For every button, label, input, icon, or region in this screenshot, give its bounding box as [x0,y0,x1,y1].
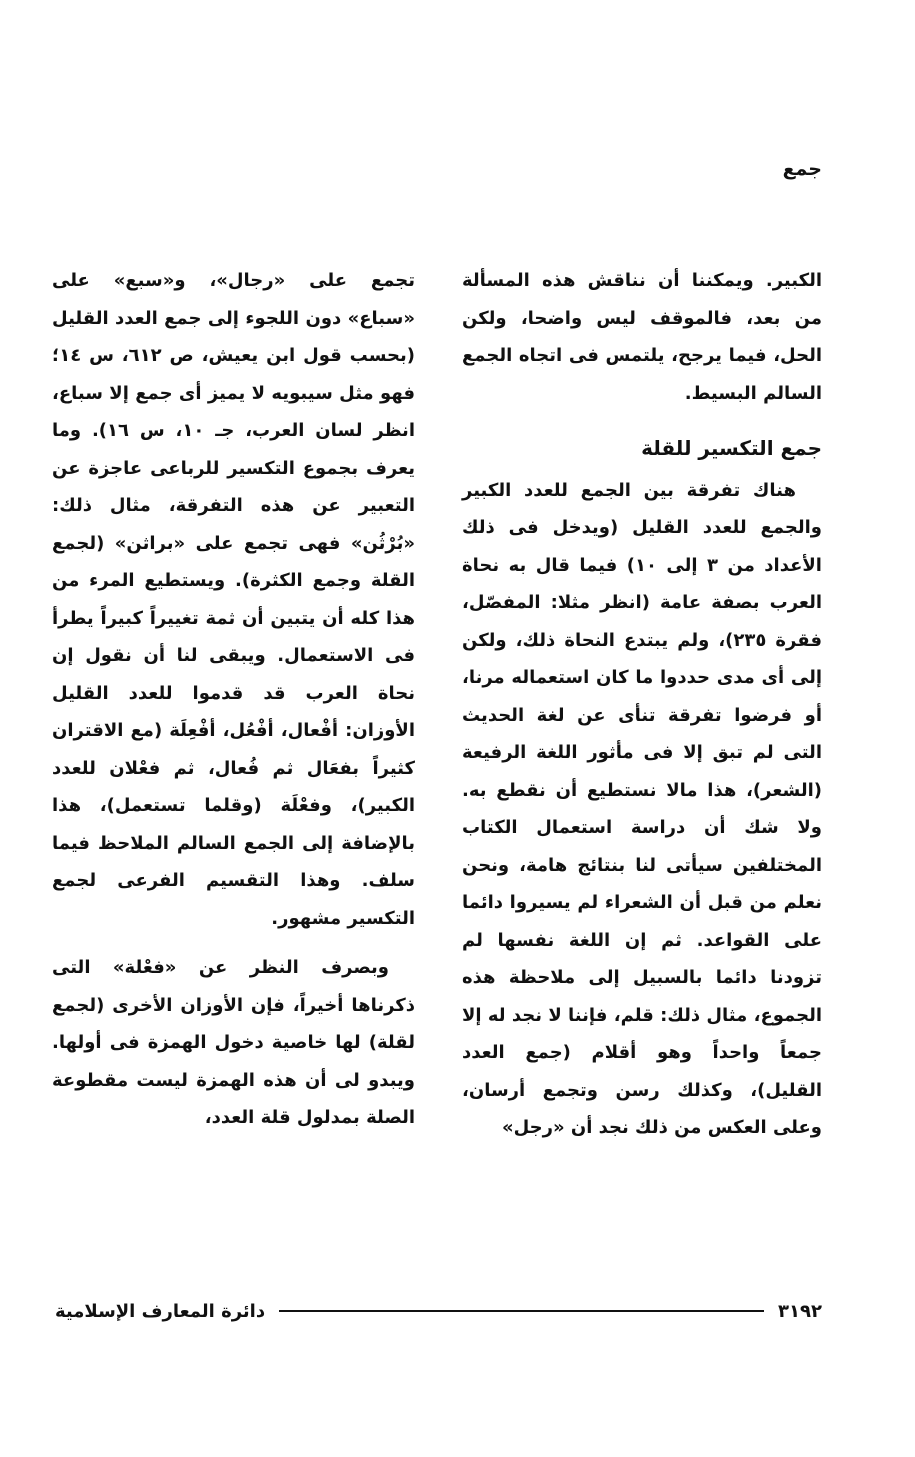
running-header: جمع [782,158,822,180]
paragraph: تجمع على «رجال»، و«سبع» على «سباع» دون اللجوء إلى جمع العدد القليل (بحسب قول ابن يعيش، ص ٦١٢، س ١٤؛ فهو مثل سيبويه لا يميز أى جمع إلا سباع، انظر لسان العرب، جـ ١٠، س ١٦). وما يعرف بجموع التكسير للرباعى عاجزة عن التعبير عن هذه التفرقة، مثال ذلك: «بُرْثُن» فهى تجمع على «براثن» (لجمع القلة وجمع الكثرة). ويستطيع المرء من هذا كله أن يتبين أن ثمة تغييراً كبيراً يطرأ فى الاستعمال. ويبقى لنا أن نقول إن نحاة العرب قد قدموا للعدد القليل الأوزان: أفْعال، أفْعُل، أفْعِلَة (مع الاقتران كثيراً بفعَال ثم فُعال، ثم فعْلان للعدد الكبير)، وفعْلَة (وقلما تستعمل)، هذا بالإضافة إلى الجمع السالم الملاحظ فيما سلف. وهذا التقسيم الفرعى لجمع التكسير مشهور. [52,270,415,929]
right-column [462,262,822,1147]
page-number: ٣١٩٢ [778,1300,822,1322]
left-column [52,262,415,1137]
paragraph: وبصرف النظر عن «فعْلة» التى ذكرناها أخيراً، فإن الأوزان الأخرى (لجمع لقلة) لها خاصية دخول الهمزة فى أولها. ويبدو لى أن هذه الهمزة ليست مقطوعة الصلة بمدلول قلة العدد، [52,957,415,1128]
paragraph: الكبير. ويمكننا أن نناقش هذه المسألة من بعد، فالموقف ليس واضحا، ولكن الحل، فيما يرجح، يلتمس فى اتجاه الجمع السالم البسيط. [462,270,822,404]
publication-title: دائرة المعارف الإسلامية [55,1300,266,1322]
footer-rule [279,1310,764,1312]
paragraph: هناك تفرقة بين الجمع للعدد الكبير والجمع للعدد القليل (ويدخل فى ذلك الأعداد من ٣ إلى ١٠) فيما قال به نحاة العرب بصفة عامة (انظر مثلا: المفصّل، فقرة ٢٣٥)، ولم يبتدع النحاة ذلك، ولكن إلى أى مدى حددوا ما كان استعماله مرنا، أو فرضوا تفرقة تنأى عن لغة الحديث التى لم تبق إلا فى مأثور اللغة الرفيعة (الشعر)، هذا مالا نستطيع أن نقطع به. ولا شك أن دراسة استعمال الكتاب المختلفين سيأتى لنا بنتائج هامة، ونحن نعلم من قبل أن الشعراء لم يسيروا دائما على القواعد. ثم إن اللغة نفسها لم تزودنا دائما بالسبيل إلى ملاحظة هذه الجموع، مثال ذلك: قلم، فإننا لا نجد له إلا جمعاً واحداً وهو أقلام (جمع العدد القليل)، وكذلك رسن وتجمع أرسان، وعلى العكس من ذلك نجد أن «رجل» [462,479,822,1138]
page-footer [55,1296,822,1326]
section-heading: جمع التكسير للقلة [641,436,822,460]
